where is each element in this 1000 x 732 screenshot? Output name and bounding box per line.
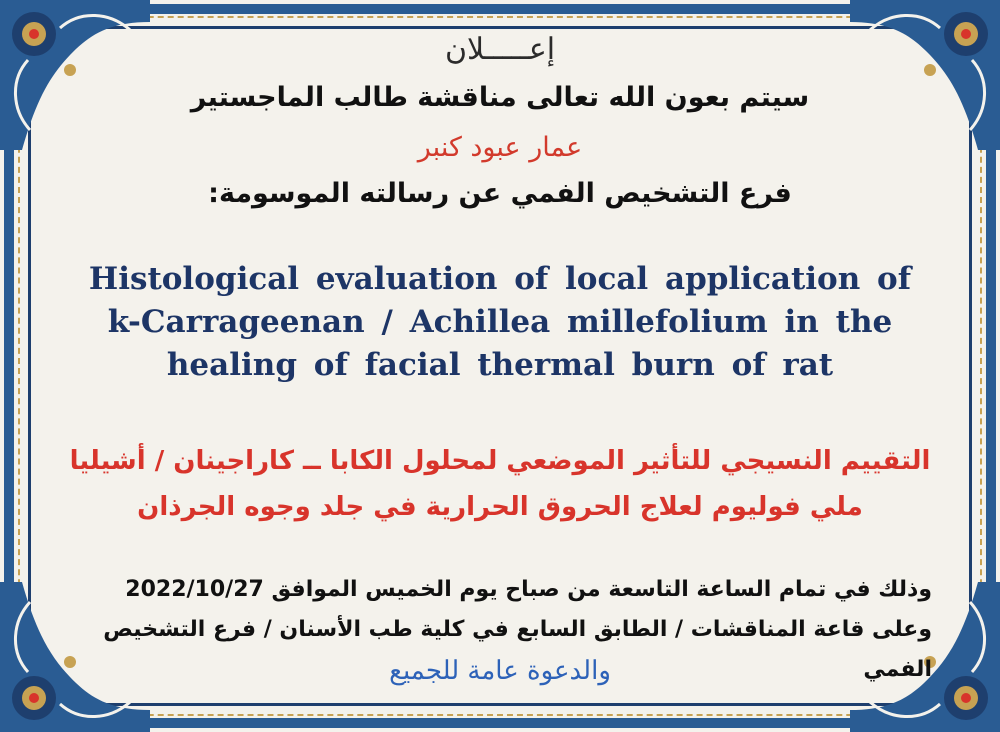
student-name: عمار عبود كنبر <box>417 132 583 163</box>
thesis-title-arabic <box>60 438 940 530</box>
venue-line: وعلى قاعة المناقشات / الطابق السابع في كلية طب الأسنان / فرع التشخيص الفمي <box>103 617 932 682</box>
announcement-heading: إعـــــلان <box>444 32 556 67</box>
date-time-line: وذلك في تمام الساعة التاسعة من صباح يوم الخميس الموافق 2022/10/27 <box>125 577 932 602</box>
defense-intro: سيتم بعون الله تعالى مناقشة طالب الماجستير <box>190 82 810 113</box>
thesis-title-arabic-line2: ملي فوليوم لعلاج الحروق الحرارية في جلد وجوه الجرذان <box>137 492 863 522</box>
branch-line: فرع التشخيص الفمي عن رسالته الموسومة: <box>208 178 792 209</box>
thesis-title-arabic-line1: التقييم النسيجي للتأثير الموضعي لمحلول الكابا ــ كاراجينان / أشيليا <box>69 446 931 476</box>
thesis-title-english: Histological evaluation of local application of k-Carrageenan / Achillea millefolium in the healing of facial thermal burn of rat <box>88 261 912 383</box>
announcement-content <box>60 30 940 702</box>
closing-invitation: والدعوة عامة للجميع <box>389 656 611 686</box>
